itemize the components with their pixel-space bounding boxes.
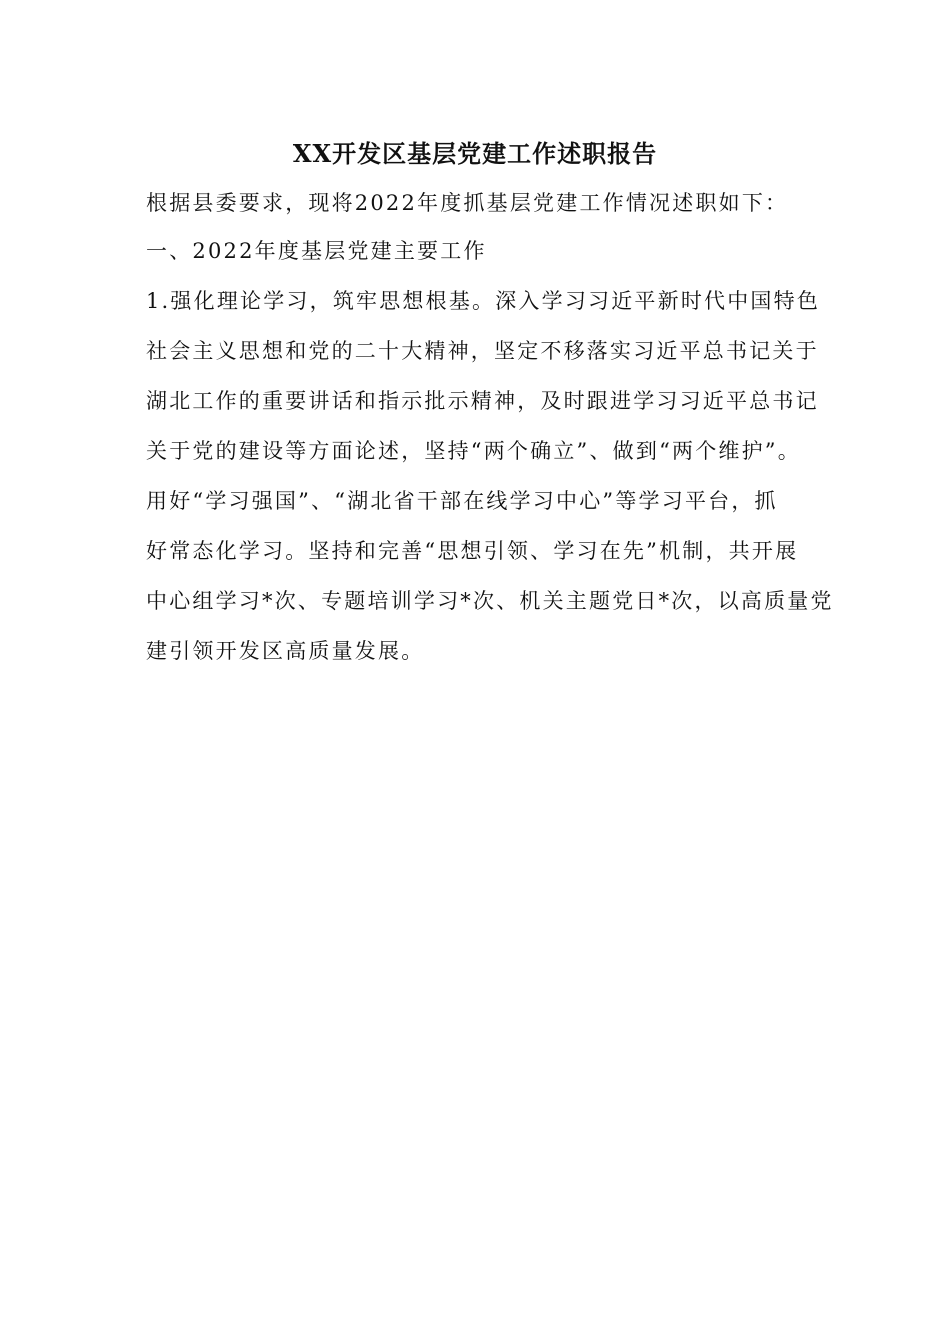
section-heading: 一、2022年度基层党建主要工作 — [146, 239, 487, 263]
intro-line: 根据县委要求，现将2022年度抓基层党建工作情况述职如下： — [146, 191, 789, 215]
paragraph-line: 关于党的建设等方面论述，坚持“两个确立”、做到“两个维护”。 — [146, 439, 801, 463]
paragraph-line: 湖北工作的重要讲话和指示批示精神，及时跟进学习习近平总书记 — [146, 389, 819, 413]
paragraph-line: 用好“学习强国”、“湖北省干部在线学习中心”等学习平台，抓 — [146, 489, 778, 513]
paragraph-line: 1.强化理论学习，筑牢思想根基。深入学习习近平新时代中国特色 — [146, 289, 821, 313]
paragraph-line: 好常态化学习。坚持和完善“思想引领、学习在先”机制，共开展 — [146, 539, 799, 563]
paragraph-line: 社会主义思想和党的二十大精神，坚定不移落实习近平总书记关于 — [146, 339, 819, 363]
paragraph-line: 中心组学习*次、专题培训学习*次、机关主题党日*次，以高质量党 — [146, 589, 834, 613]
paragraph-line: 建引领开发区高质量发展。 — [146, 639, 425, 663]
document-title: XX开发区基层党建工作述职报告 — [292, 139, 658, 168]
